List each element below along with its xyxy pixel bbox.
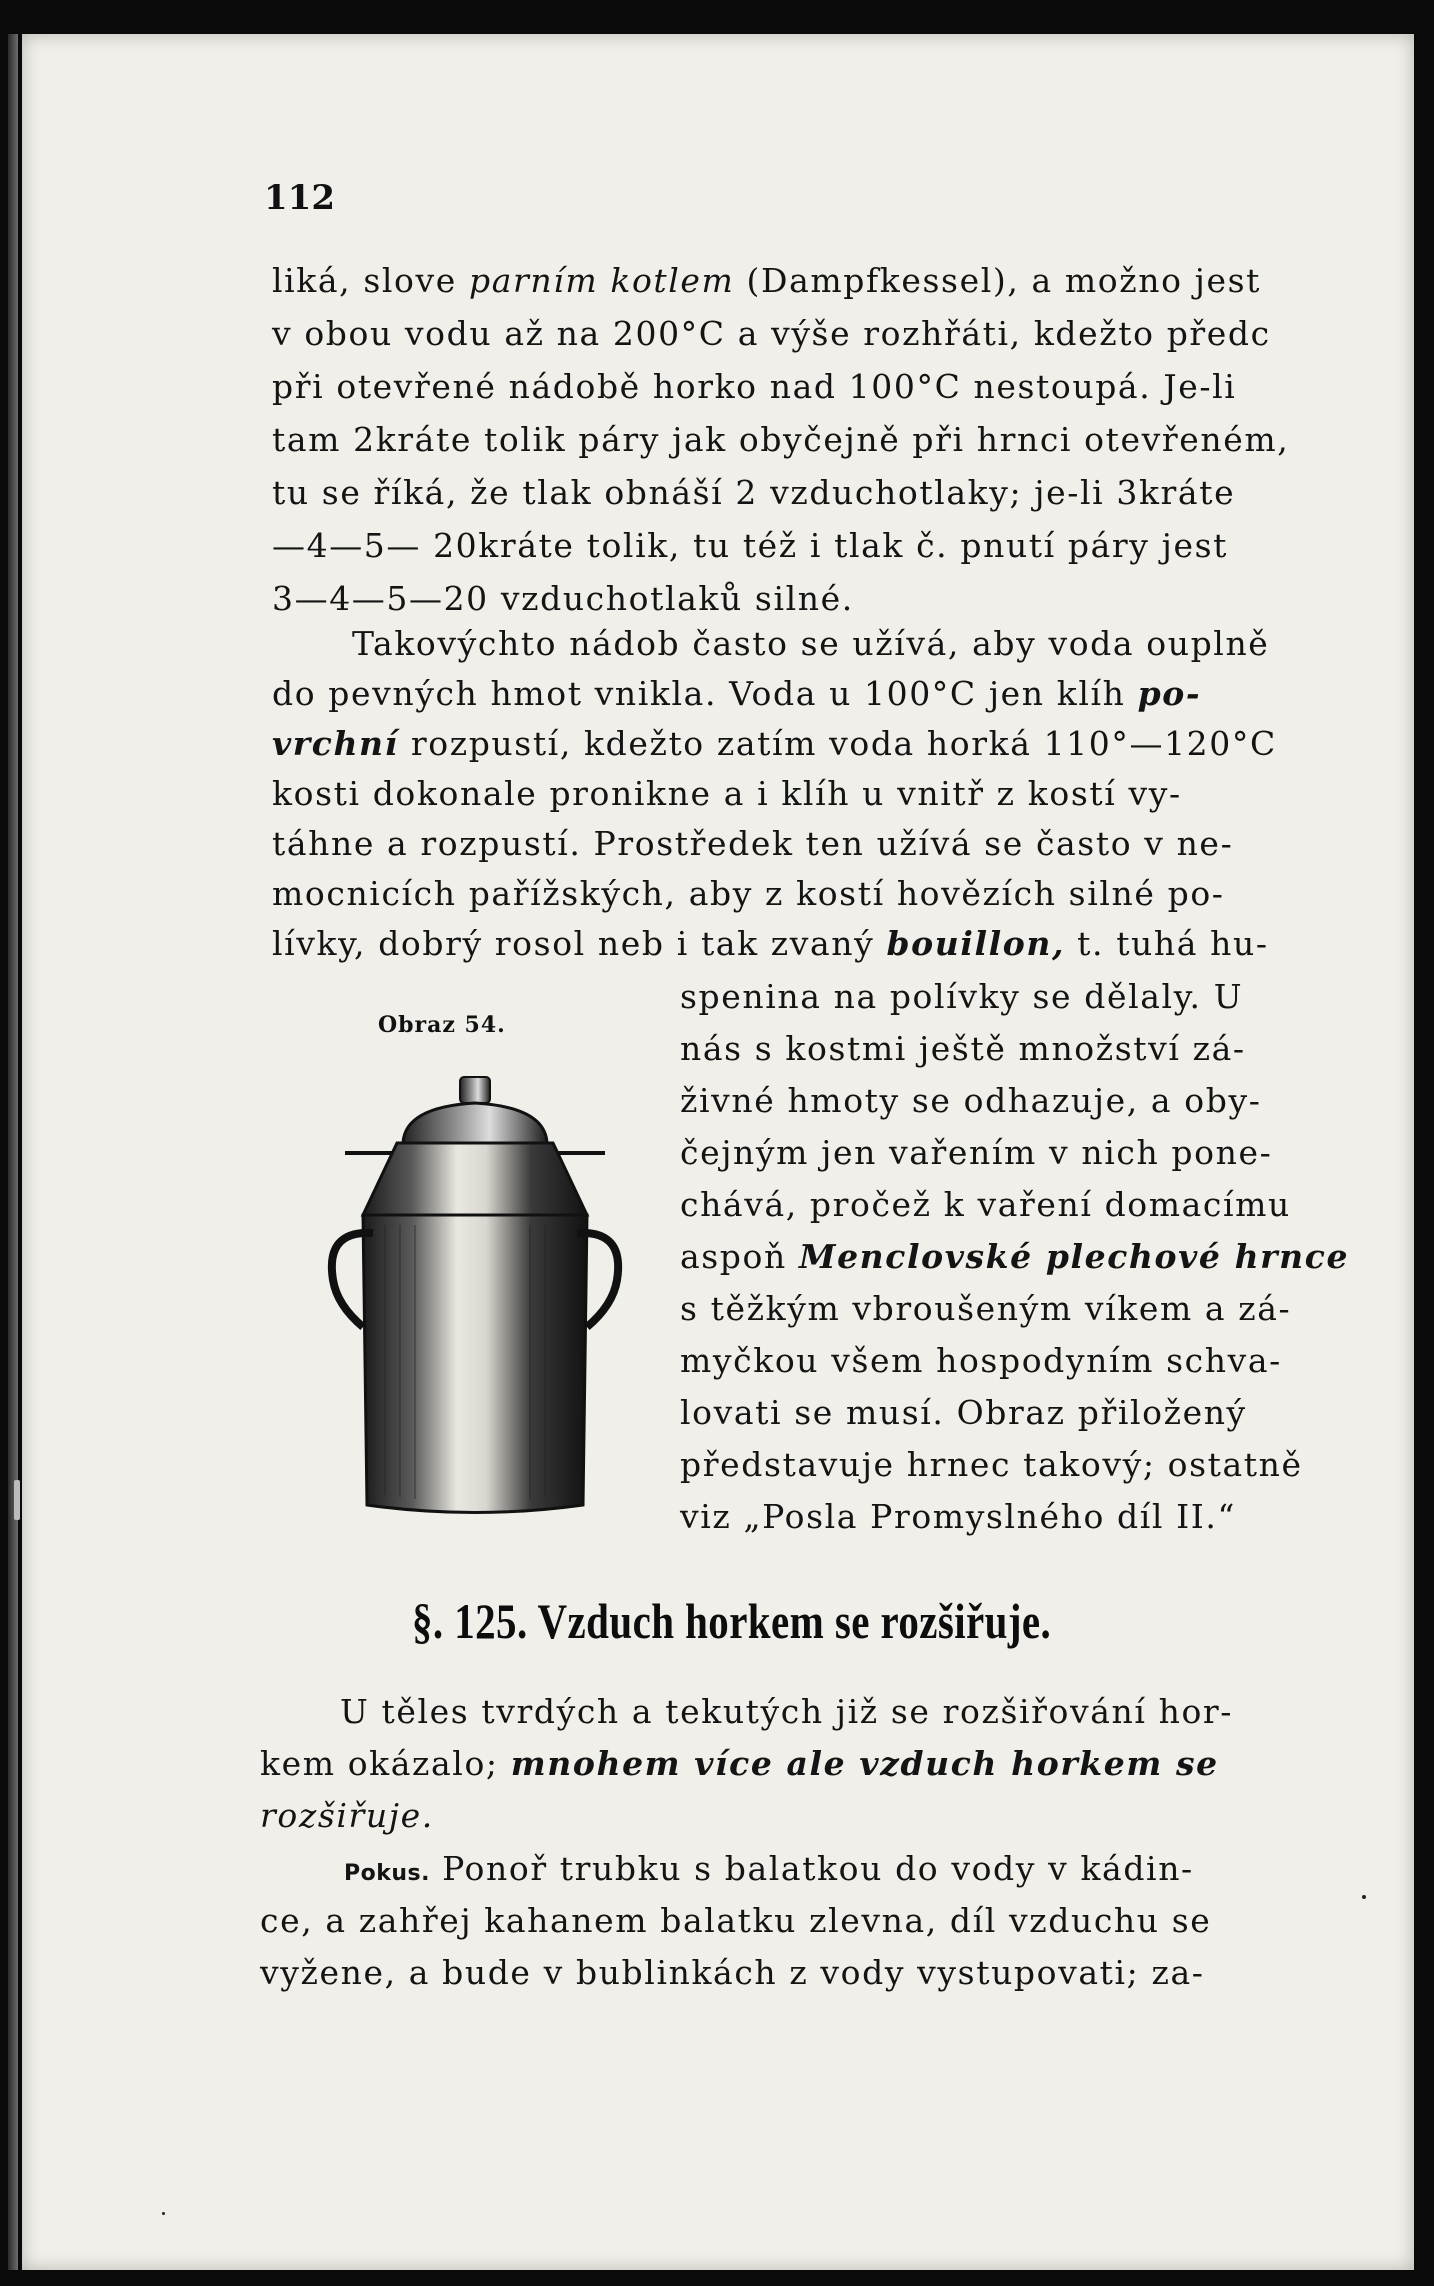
text-line: spenina na polívky se dělaly. U — [680, 977, 1244, 1016]
term-menclovske-hrnce: Menclovské plechové hrnce — [798, 1237, 1350, 1276]
text-span: Ponoř trubku s balatkou do vody v kádin- — [429, 1849, 1194, 1888]
scan-speck — [1362, 1895, 1366, 1899]
lid-knob — [460, 1077, 490, 1103]
pot-illustration — [325, 1065, 625, 1515]
text-line — [344, 1849, 1194, 1888]
page-number: 112 — [264, 178, 335, 218]
text-span: kem okázalo; — [260, 1744, 511, 1783]
text-span: aspoň — [680, 1237, 799, 1276]
term-parni-kotel: parním kotlem — [468, 261, 735, 300]
text-line: nás s kostmi ještě množství zá- — [680, 1029, 1246, 1068]
text-line: živné hmoty se odhazuje, a oby- — [680, 1081, 1262, 1120]
scan-speck — [162, 2212, 165, 2215]
pot-shoulder — [363, 1143, 587, 1215]
text-line: chává, pročež k vaření domacímu — [680, 1185, 1291, 1224]
text-span: liká, slove — [272, 261, 469, 300]
text-line: v obou vodu až na 200°C a výše rozhřáti, kdežto předc — [272, 314, 1271, 353]
text-line — [272, 724, 1277, 763]
emphasis-text: mnohem více ale vzduch horkem se — [510, 1744, 1219, 1783]
text-line: kosti dokonale pronikne a i klíh u vnitř z kostí vy- — [272, 774, 1182, 813]
text-line — [260, 1744, 1219, 1783]
text-line: viz „Posla Promyslného díl II.“ — [680, 1497, 1236, 1536]
text-line: s těžkým vbroušeným víkem a zá- — [680, 1289, 1292, 1328]
term-povrchni-cont: vrchní — [272, 724, 399, 763]
text-line: vyžene, a bude v bublinkách z vody vystupovati; za- — [260, 1953, 1205, 1992]
text-line: —4—5— 20kráte tolik, tu též i tlak č. pnutí páry jest — [272, 526, 1228, 565]
term-bouillon: bouillon, — [886, 924, 1066, 963]
text-span: rozpustí, kdežto zatím voda horká 110°—120°C — [398, 724, 1277, 763]
pokus-label: Pokus. — [344, 1861, 430, 1886]
text-line: tu se říká, že tlak obnáší 2 vzduchotlaky; je-li 3kráte — [272, 473, 1236, 512]
text-line: táhne a rozpustí. Prostředek ten užívá se často v ne- — [272, 824, 1234, 863]
text-span: do pevných hmot vnikla. Voda u 100°C jen klíh — [272, 674, 1138, 713]
text-span: t. tuhá hu- — [1065, 924, 1269, 963]
text-line: ce, a zahřej kahanem balatku zlevna, díl vzduchu se — [260, 1901, 1212, 1940]
text-span: lívky, dobrý rosol neb i tak zvaný — [272, 924, 887, 963]
term-povrchni: po- — [1137, 674, 1202, 713]
pot-body — [363, 1215, 587, 1513]
text-line: tam 2kráte tolik páry jak obyčejně při hrnci otevřeném, — [272, 420, 1290, 459]
scan-speck — [14, 1480, 20, 1520]
text-span: (Dampfkessel), a možno jest — [734, 261, 1261, 300]
left-page-edge — [8, 34, 18, 2270]
text-line: myčkou všem hospodyním schva- — [680, 1341, 1282, 1380]
text-line: představuje hrnec takový; ostatně — [680, 1445, 1303, 1484]
text-line: čejným jen vařením v nich pone- — [680, 1133, 1273, 1172]
text-line — [680, 1237, 1350, 1276]
text-line — [272, 261, 1261, 300]
text-line: rozšiřuje. — [260, 1796, 434, 1835]
text-line — [272, 924, 1269, 963]
text-line: při otevřené nádobě horko nad 100°C nestoupá. Je-li — [272, 367, 1237, 406]
figure-caption: Obraz 54. — [378, 1012, 506, 1038]
text-line: U těles tvrdých a tekutých již se rozšiřování hor- — [340, 1692, 1234, 1731]
text-line: Takovýchto nádob často se užívá, aby voda ouplně — [352, 624, 1270, 663]
text-line — [272, 674, 1202, 713]
section-heading: §. 125. Vzduch horkem se rozšiřuje. — [412, 1593, 1052, 1649]
text-line: mocnicích pařížských, aby z kostí hovězích silné po- — [272, 874, 1225, 913]
text-line: lovati se musí. Obraz přiložený — [680, 1393, 1247, 1432]
text-line: 3—4—5—20 vzduchotlaků silné. — [272, 579, 854, 618]
pot-lid — [403, 1103, 547, 1143]
